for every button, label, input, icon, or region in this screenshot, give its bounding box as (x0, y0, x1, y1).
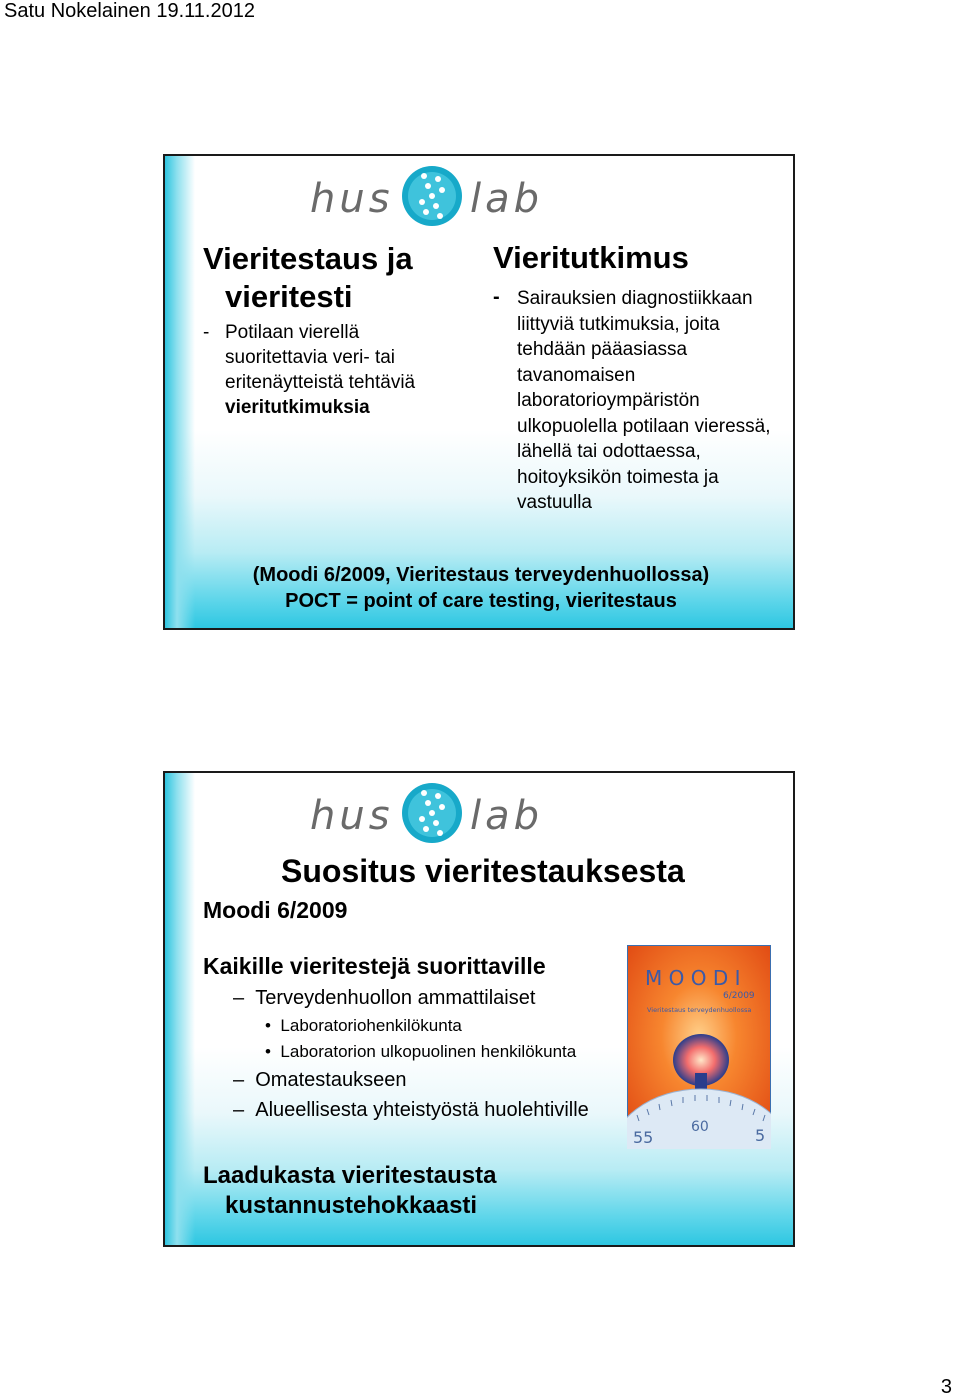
right-definition: Sairauksien diagnostiikkaan liittyviä tutkimuksia, joita tehdään pääasiassa tavanomaisen laboratorioympäristön ulkopuolella potilaan vieressä, lähellä tai odottaessa, hoitoyksikön toimesta ja vastuulla (517, 288, 771, 513)
slide-title: Suositus vieritestauksesta (281, 853, 685, 889)
svg-text:hus: hus (310, 176, 394, 222)
bottom-statement: Laadukasta vieritestausta kustannustehokkaasti (203, 1162, 497, 1219)
svg-text:55: 55 (633, 1128, 654, 1147)
left-bullet: - Potilaan vierellä suoritettavia veri- tai eritenäytteistä tehtäviä vieritutkimuksia (203, 322, 416, 418)
right-title: Vieritutkimus (493, 240, 689, 275)
huslab-logo (310, 164, 550, 228)
list-item: – Terveydenhuollon ammattilaiset (233, 987, 536, 1009)
list-subitem: • Laboratoriohenkilökunta (265, 1016, 462, 1035)
huslab-logo (310, 781, 550, 845)
svg-text:Vieritestaus terveydenhuolloss: Vieritestaus terveydenhuollossa (647, 1006, 752, 1014)
list-item: – Alueellisesta yhteistyöstä huolehtiville (233, 1099, 589, 1121)
moodi-cover-image (627, 945, 771, 1149)
slide-vieritestaus (163, 154, 795, 630)
page-number: 3 (940, 1376, 952, 1398)
right-dash: - (493, 286, 500, 308)
svg-text:M O O D I: M O O D I (645, 966, 741, 990)
reference-line-1: (Moodi 6/2009, Vieritestaus terveydenhuollossa) (252, 564, 710, 586)
reference-line-2: POCT = point of care testing, vieritestaus (285, 590, 677, 612)
page-header: Satu Nokelainen 19.11.2012 (4, 0, 255, 22)
svg-text:5: 5 (755, 1126, 766, 1145)
list-item: – Omatestaukseen (233, 1069, 407, 1091)
svg-text:lab: lab (470, 176, 544, 222)
svg-text:lab: lab (470, 793, 544, 839)
section-heading: Kaikille vieritestejä suorittaville (203, 953, 546, 979)
svg-text:hus: hus (310, 793, 394, 839)
slide-suositus (163, 771, 795, 1247)
svg-text:6/2009: 6/2009 (723, 991, 755, 1001)
svg-text:60: 60 (691, 1119, 709, 1135)
list-subitem: • Laboratorion ulkopuolinen henkilökunta (265, 1042, 577, 1061)
left-title: Vieritestaus ja vieritesti (203, 241, 413, 314)
source-label: Moodi 6/2009 (203, 897, 348, 923)
